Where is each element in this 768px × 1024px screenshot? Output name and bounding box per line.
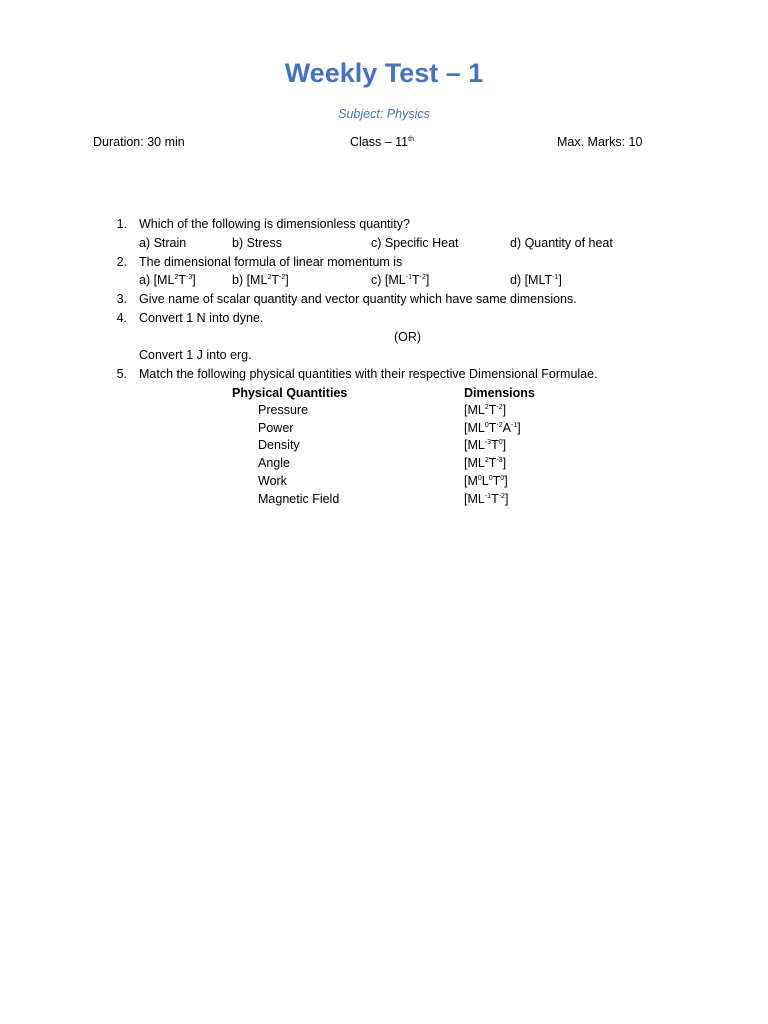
duration-text: Duration: 30 min [93,135,185,149]
option-text: a) [ML [139,273,175,287]
question-number: 5. [116,367,127,381]
match-quantity: Work [258,474,287,488]
question-text: Give name of scalar quantity and vector quantity which have same dimensions. [139,292,577,306]
question-text: Match the following physical quantities with their respective Dimensional Formulae. [139,367,598,381]
option-text: c) [ML [371,273,406,287]
exponent: 2 [174,274,179,281]
exponent: 2 [267,274,272,281]
option-text: ] [285,273,289,287]
class-sup: th [408,136,414,143]
question-number: 4. [116,311,127,325]
option-text: d) [MLT [510,273,553,287]
or-separator: (OR) [394,330,422,344]
match-column-header-right: Dimensions [464,386,535,400]
q2-option-b [232,273,289,287]
q1-option-d: d) Quantity of heat [510,236,613,250]
option-text: T [411,273,420,287]
question-text: Convert 1 N into dyne. [139,311,264,325]
question-text: Which of the following is dimensionless quantity? [139,217,410,231]
exponent: -2 [419,274,426,281]
match-dimension: $[ML^{-3}T^0]$ [464,438,507,452]
exponent: -1 [552,274,559,281]
match-dimension: $[ML^{-1}T^{-2}]$ [464,492,509,506]
option-text: ] [425,273,430,287]
exponent: -1 [405,274,412,281]
class-text [350,135,414,149]
option-text: ] [558,273,562,287]
match-quantity: Density [258,438,300,452]
match-column-header-left: Physical Quantities [232,386,348,400]
exponent: -3 [185,274,193,281]
q2-option-c [371,273,429,287]
page-title: Weekly Test – 1 [284,58,484,88]
match-dimension: $[M^0L^0T^0]$ [464,474,508,488]
option-text: T [271,273,279,287]
exponent: -2 [278,274,286,281]
q2-option-a [139,273,196,287]
match-quantity: Angle [258,456,290,470]
max-marks-text: Max. Marks: 10 [557,135,643,149]
match-quantity: Magnetic Field [258,492,340,506]
class-prefix: Class – 11 [350,135,409,149]
subject-line: Subject: Physics [338,107,430,121]
q1-option-a: a) Strain [139,236,187,250]
option-text: b) [ML [232,273,268,287]
question-number: 2. [116,255,127,269]
q2-option-d [510,273,562,287]
option-text: ] [192,273,196,287]
q4-alternate: Convert 1 J into erg. [139,348,252,362]
match-dimension: $[ML^2T^{-3}]$ [464,456,507,470]
question-number: 1. [116,217,127,231]
q1-option-b: b) Stress [232,236,283,250]
match-quantity: Pressure [258,403,309,417]
match-quantity: Power [258,421,294,435]
match-dimension: $[ML^0T^{-2}A^{-1}]$ [464,421,521,435]
question-text: The dimensional formula of linear momentum is [139,255,403,269]
option-text: T [178,273,186,287]
match-dimension: $[ML^2T^{-2}]$ [464,403,507,417]
q1-option-c: c) Specific Heat [371,236,459,250]
question-number: 3. [116,292,127,306]
